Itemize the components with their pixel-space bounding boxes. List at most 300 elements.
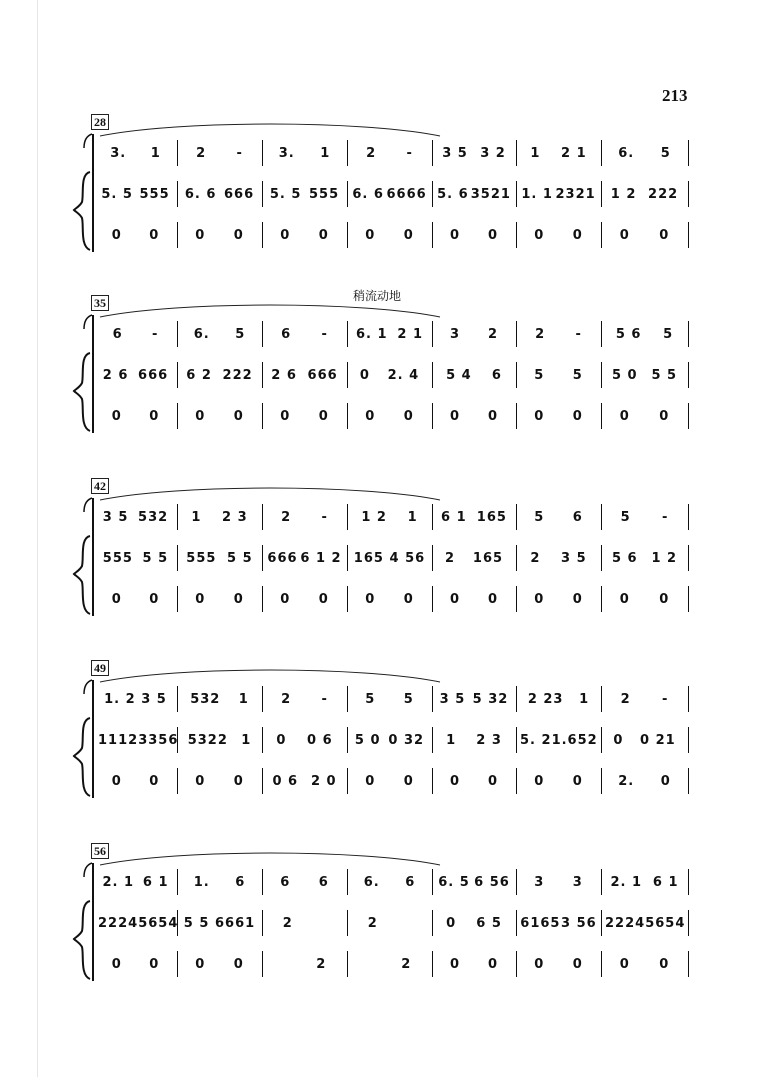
note-group: 0 xyxy=(572,956,583,972)
measure xyxy=(432,177,516,211)
note-group: - xyxy=(321,509,328,525)
measure xyxy=(177,947,262,981)
note-group: 2 xyxy=(401,956,412,972)
note-group: 0 xyxy=(619,227,630,243)
note-group: 4 56 xyxy=(389,550,426,566)
measure xyxy=(94,723,177,757)
measure-number: 42 xyxy=(91,478,109,494)
measure xyxy=(94,682,177,716)
measure xyxy=(516,500,601,534)
note-group: 0 xyxy=(111,773,122,789)
note-group: 1 xyxy=(579,691,590,707)
staff-line-2 xyxy=(0,906,782,940)
note-group: 6 5 xyxy=(476,915,502,931)
phrase-slur xyxy=(100,670,440,682)
tempo-annotation: 稍流动地 xyxy=(353,289,402,303)
phrase-slur xyxy=(100,853,440,865)
note-group: 0 xyxy=(195,956,206,972)
staff-line-1 xyxy=(0,865,782,899)
note-group: 6. 5 xyxy=(438,874,470,890)
note-group: 6 xyxy=(572,509,583,525)
note-group: 0 xyxy=(403,773,414,789)
note-group: 0 xyxy=(534,773,545,789)
measure xyxy=(347,218,432,252)
note-group: 6. xyxy=(363,874,380,890)
note-group: 2 3 xyxy=(222,509,248,525)
measure xyxy=(177,541,262,575)
measure xyxy=(432,865,516,899)
measure xyxy=(432,317,516,351)
measure xyxy=(94,541,177,575)
measure xyxy=(516,177,601,211)
note-group: 0 xyxy=(195,227,206,243)
note-group: - xyxy=(575,326,582,342)
measure xyxy=(94,136,177,170)
end-barline xyxy=(688,727,689,753)
note-group: 6 xyxy=(405,874,416,890)
staff-line-1 xyxy=(0,136,782,170)
note-group: 6 1 xyxy=(652,874,679,890)
staff-line-1 xyxy=(0,500,782,534)
measure xyxy=(177,177,262,211)
note-group: 1 2 xyxy=(361,509,387,525)
staff-line-2 xyxy=(0,723,782,757)
note-group: 0 xyxy=(111,591,122,607)
note-group: 0 xyxy=(111,956,122,972)
note-group: 0 xyxy=(613,732,624,748)
note-group: 555 xyxy=(186,550,217,566)
measure xyxy=(432,218,516,252)
measure xyxy=(177,865,262,899)
note-group: 5. 5 xyxy=(101,186,133,202)
note-group: 2224 xyxy=(98,915,139,931)
staff-line-3 xyxy=(0,399,782,433)
measure xyxy=(432,764,516,798)
note-group: 5654 xyxy=(645,915,686,931)
measure xyxy=(262,764,347,798)
note-group: 0 xyxy=(572,227,583,243)
note-group: 0 xyxy=(111,408,122,424)
note-group: 6 1 xyxy=(142,874,169,890)
end-barline xyxy=(688,222,689,248)
note-group: 5 5 xyxy=(142,550,169,566)
note-group: 3 xyxy=(572,874,583,890)
note-group: 5. 5 xyxy=(269,186,302,202)
phrase-slur xyxy=(100,305,440,317)
note-group: 0 xyxy=(318,408,329,424)
end-barline xyxy=(688,768,689,794)
measure xyxy=(432,136,516,170)
note-group: 0 xyxy=(403,591,414,607)
note-group: 2. 1 xyxy=(610,874,643,890)
note-group: 0 xyxy=(572,408,583,424)
note-group: 0 xyxy=(149,591,160,607)
end-barline xyxy=(688,321,689,347)
note-group: 6 2 xyxy=(186,367,212,383)
measure xyxy=(432,541,516,575)
measure xyxy=(347,358,432,392)
note-group: 0 xyxy=(365,408,376,424)
note-group: 5 32 xyxy=(472,691,509,707)
note-group: 1 2 xyxy=(610,186,637,202)
note-group: 2 xyxy=(316,956,327,972)
note-group: 0 xyxy=(149,773,160,789)
end-barline xyxy=(688,181,689,207)
measure xyxy=(347,541,432,575)
measure xyxy=(262,317,347,351)
note-group: 0 xyxy=(149,956,160,972)
note-group: 6. 6 xyxy=(352,186,384,202)
measure xyxy=(94,317,177,351)
note-group: 1 xyxy=(191,509,202,525)
note-group: 0 xyxy=(487,773,499,789)
note-group: 3 56 xyxy=(561,915,597,931)
note-group: 1112 xyxy=(98,732,139,748)
note-group: 0 xyxy=(318,227,329,243)
note-group: 0 xyxy=(233,956,244,972)
measure xyxy=(516,582,601,616)
note-group: 2 xyxy=(367,915,378,931)
note-group: 0 xyxy=(619,591,630,607)
measure xyxy=(601,582,688,616)
measure xyxy=(262,541,347,575)
note-group: 6 xyxy=(280,874,291,890)
note-group: 2 xyxy=(282,915,293,931)
measure xyxy=(262,865,347,899)
note-group: 0 xyxy=(449,591,461,607)
measure xyxy=(601,764,688,798)
measure xyxy=(347,764,432,798)
note-group: 0 xyxy=(534,591,545,607)
measure xyxy=(516,723,601,757)
note-group: 1 xyxy=(150,145,161,161)
score-system xyxy=(0,660,782,825)
measure xyxy=(347,177,432,211)
measure xyxy=(177,582,262,616)
note-group: 165 xyxy=(353,550,384,566)
end-barline xyxy=(688,586,689,612)
note-group: - xyxy=(151,326,159,342)
note-group: 1 xyxy=(446,732,457,748)
note-group: 5 5 xyxy=(227,550,253,566)
measure xyxy=(347,865,432,899)
score-system xyxy=(0,289,782,460)
note-group: 5 6 xyxy=(611,550,638,566)
staff-line-3 xyxy=(0,218,782,252)
note-group: 3. xyxy=(110,145,127,161)
measure xyxy=(177,317,262,351)
note-group: 0 xyxy=(233,227,244,243)
staff-line-1 xyxy=(0,317,782,351)
measure xyxy=(432,358,516,392)
note-group: 0 xyxy=(449,408,461,424)
note-group: 0 xyxy=(534,227,545,243)
measure xyxy=(516,541,601,575)
note-group: 3 5 xyxy=(102,509,129,525)
note-group: 3 xyxy=(534,874,545,890)
measure xyxy=(601,177,688,211)
note-group: 5 xyxy=(572,367,583,383)
measure xyxy=(94,947,177,981)
note-group: - xyxy=(406,145,413,161)
note-group: 0 xyxy=(365,227,376,243)
measure xyxy=(432,682,516,716)
note-group: 0 xyxy=(149,408,160,424)
measure xyxy=(516,906,601,940)
note-group: 2. 1 xyxy=(102,874,135,890)
note-group: 0 xyxy=(659,956,670,972)
note-group: 6 xyxy=(491,367,502,383)
note-group: 5 xyxy=(534,509,545,525)
note-group: 1 xyxy=(241,732,252,748)
note-group: 5 6 xyxy=(615,326,642,342)
staff-line-1 xyxy=(0,682,782,716)
note-group: 2 xyxy=(196,145,207,161)
measure xyxy=(94,582,177,616)
note-group: 0 xyxy=(233,591,244,607)
measure xyxy=(262,582,347,616)
note-group: 555 xyxy=(102,550,133,566)
measure xyxy=(262,947,347,981)
end-barline xyxy=(688,910,689,936)
note-group: 0 xyxy=(446,915,457,931)
note-group: 0 xyxy=(659,408,670,424)
note-group: 1. xyxy=(193,874,210,890)
measure xyxy=(262,177,347,211)
note-group: 6 56 xyxy=(474,874,510,890)
staff-line-3 xyxy=(0,764,782,798)
note-group: 2321 xyxy=(555,186,596,202)
measure xyxy=(177,906,262,940)
measure xyxy=(601,723,688,757)
measure xyxy=(601,541,688,575)
note-group: 2. 4 xyxy=(387,367,420,383)
end-barline xyxy=(688,140,689,166)
measure xyxy=(601,947,688,981)
note-group: 222 xyxy=(648,186,679,202)
note-group: 0 xyxy=(280,591,291,607)
note-group: 5 4 xyxy=(446,367,472,383)
measure xyxy=(262,723,347,757)
score-system xyxy=(0,843,782,1008)
measure xyxy=(177,218,262,252)
note-group: 0 xyxy=(365,773,376,789)
measure-number: 28 xyxy=(91,114,109,130)
note-group: 0 xyxy=(659,591,670,607)
note-group: 2 3 xyxy=(476,732,502,748)
note-group: 3356 xyxy=(138,732,179,748)
note-group: 1. 1 xyxy=(521,186,553,202)
note-group: 5 5 xyxy=(183,915,210,931)
note-group: 0 xyxy=(534,408,545,424)
note-group: 0 xyxy=(195,408,206,424)
note-group: 0 21 xyxy=(640,732,676,748)
note-group: 0 32 xyxy=(388,732,425,748)
measure xyxy=(177,358,262,392)
note-group: 5 0 xyxy=(611,367,638,383)
note-group: 5 xyxy=(534,367,545,383)
note-group: 5. 2 xyxy=(520,732,552,748)
page-number: 213 xyxy=(662,86,688,105)
note-group: 0 xyxy=(318,591,329,607)
note-group: 0 xyxy=(233,773,244,789)
note-group: 222 xyxy=(222,367,253,383)
note-group: 3 5 xyxy=(442,145,468,161)
measure xyxy=(516,865,601,899)
note-group: 6 xyxy=(318,874,329,890)
note-group: 555 xyxy=(139,186,170,202)
measure xyxy=(432,582,516,616)
note-group: 0 xyxy=(233,408,244,424)
note-group: 6661 xyxy=(215,915,256,931)
note-group: - xyxy=(661,691,669,707)
measure xyxy=(516,399,601,433)
end-barline xyxy=(688,362,689,388)
score-system xyxy=(0,478,782,643)
measure xyxy=(177,500,262,534)
note-group: 0 xyxy=(572,773,583,789)
note-group: 5 xyxy=(403,691,414,707)
note-group: 0 xyxy=(487,956,499,972)
measure xyxy=(347,582,432,616)
phrase-slur xyxy=(100,488,440,500)
note-group: 5 xyxy=(663,326,674,342)
measure xyxy=(432,723,516,757)
note-group: 1 xyxy=(238,691,249,707)
measure xyxy=(516,317,601,351)
note-group: 2 1 xyxy=(561,145,587,161)
measure xyxy=(94,865,177,899)
measure xyxy=(262,136,347,170)
note-group: 0 xyxy=(280,227,291,243)
note-group: 666 xyxy=(307,367,338,383)
note-group: 555 xyxy=(309,186,340,202)
note-group: 5322 xyxy=(187,732,228,748)
note-group: 6165 xyxy=(520,915,561,931)
measure xyxy=(601,358,688,392)
measure xyxy=(262,358,347,392)
note-group: 0 xyxy=(619,956,630,972)
note-group: - xyxy=(321,326,328,342)
note-group: 1.652 xyxy=(551,732,598,748)
note-group: 1 2 xyxy=(651,550,678,566)
measure xyxy=(601,317,688,351)
note-group: 0 xyxy=(276,732,287,748)
note-group: 0 xyxy=(365,591,376,607)
measure xyxy=(262,906,347,940)
note-group: 6 1 2 xyxy=(300,550,342,566)
note-group: 6 xyxy=(281,326,292,342)
measure xyxy=(601,218,688,252)
staff-line-2 xyxy=(0,177,782,211)
measure xyxy=(94,177,177,211)
measure xyxy=(94,764,177,798)
note-group: 666 xyxy=(267,550,298,566)
note-group: 0 xyxy=(111,227,122,243)
note-group: 0 xyxy=(195,773,206,789)
note-group: 2 23 xyxy=(527,691,564,707)
note-group: 2 0 xyxy=(310,773,337,789)
note-group: 6. xyxy=(618,145,635,161)
note-group: 5 5 xyxy=(651,367,678,383)
note-group: 5 xyxy=(620,509,631,525)
note-group: 2 xyxy=(444,550,455,566)
measure xyxy=(516,947,601,981)
note-group: 6 xyxy=(235,874,246,890)
staff-line-3 xyxy=(0,582,782,616)
note-group: 2 6 xyxy=(102,367,129,383)
note-group: 0 xyxy=(403,227,414,243)
staff-line-2 xyxy=(0,358,782,392)
note-group: 6. 6 xyxy=(184,186,217,202)
note-group: 6. 1 xyxy=(355,326,388,342)
note-group: 5654 xyxy=(138,915,179,931)
note-group: 2 xyxy=(620,691,631,707)
measure xyxy=(177,764,262,798)
note-group: 2 xyxy=(487,326,499,342)
note-group: 0 xyxy=(487,408,499,424)
note-group: 0 xyxy=(449,227,461,243)
note-group: 5 0 xyxy=(354,732,381,748)
measure xyxy=(516,764,601,798)
measure xyxy=(177,136,262,170)
note-group: 6. xyxy=(193,326,210,342)
measure xyxy=(601,682,688,716)
note-group: 0 xyxy=(659,227,670,243)
note-group: 5. 6 xyxy=(437,186,469,202)
end-barline xyxy=(688,869,689,895)
note-group: 0 6 xyxy=(307,732,333,748)
note-group: 2 1 xyxy=(397,326,424,342)
note-group: 666 xyxy=(224,186,255,202)
measure xyxy=(94,399,177,433)
end-barline xyxy=(688,403,689,429)
note-group: 532 xyxy=(138,509,169,525)
phrase-slur xyxy=(100,124,440,136)
note-group: 666 xyxy=(138,367,169,383)
note-group: 0 6 xyxy=(272,773,299,789)
measure xyxy=(347,947,432,981)
measure xyxy=(432,500,516,534)
measure xyxy=(601,136,688,170)
measure xyxy=(177,723,262,757)
note-group: 0 xyxy=(487,591,499,607)
note-group: 6666 xyxy=(386,186,427,202)
note-group: 0 xyxy=(359,367,370,383)
measure xyxy=(601,399,688,433)
note-group: 5 xyxy=(365,691,376,707)
note-group: 2 xyxy=(366,145,377,161)
end-barline xyxy=(688,504,689,530)
measure xyxy=(347,906,432,940)
measure xyxy=(347,136,432,170)
note-group: 2 6 xyxy=(271,367,297,383)
note-group: 1 xyxy=(407,509,418,525)
note-group: 0 xyxy=(572,591,583,607)
measure xyxy=(94,906,177,940)
measure xyxy=(94,218,177,252)
note-group: 3 xyxy=(449,326,461,342)
note-group: - xyxy=(236,145,243,161)
measure xyxy=(347,399,432,433)
note-group: 0 xyxy=(487,227,499,243)
measure-number: 49 xyxy=(91,660,109,676)
note-group: 0 xyxy=(149,227,160,243)
measure xyxy=(516,682,601,716)
note-group: 1 xyxy=(320,145,331,161)
end-barline xyxy=(688,951,689,977)
measure xyxy=(262,682,347,716)
